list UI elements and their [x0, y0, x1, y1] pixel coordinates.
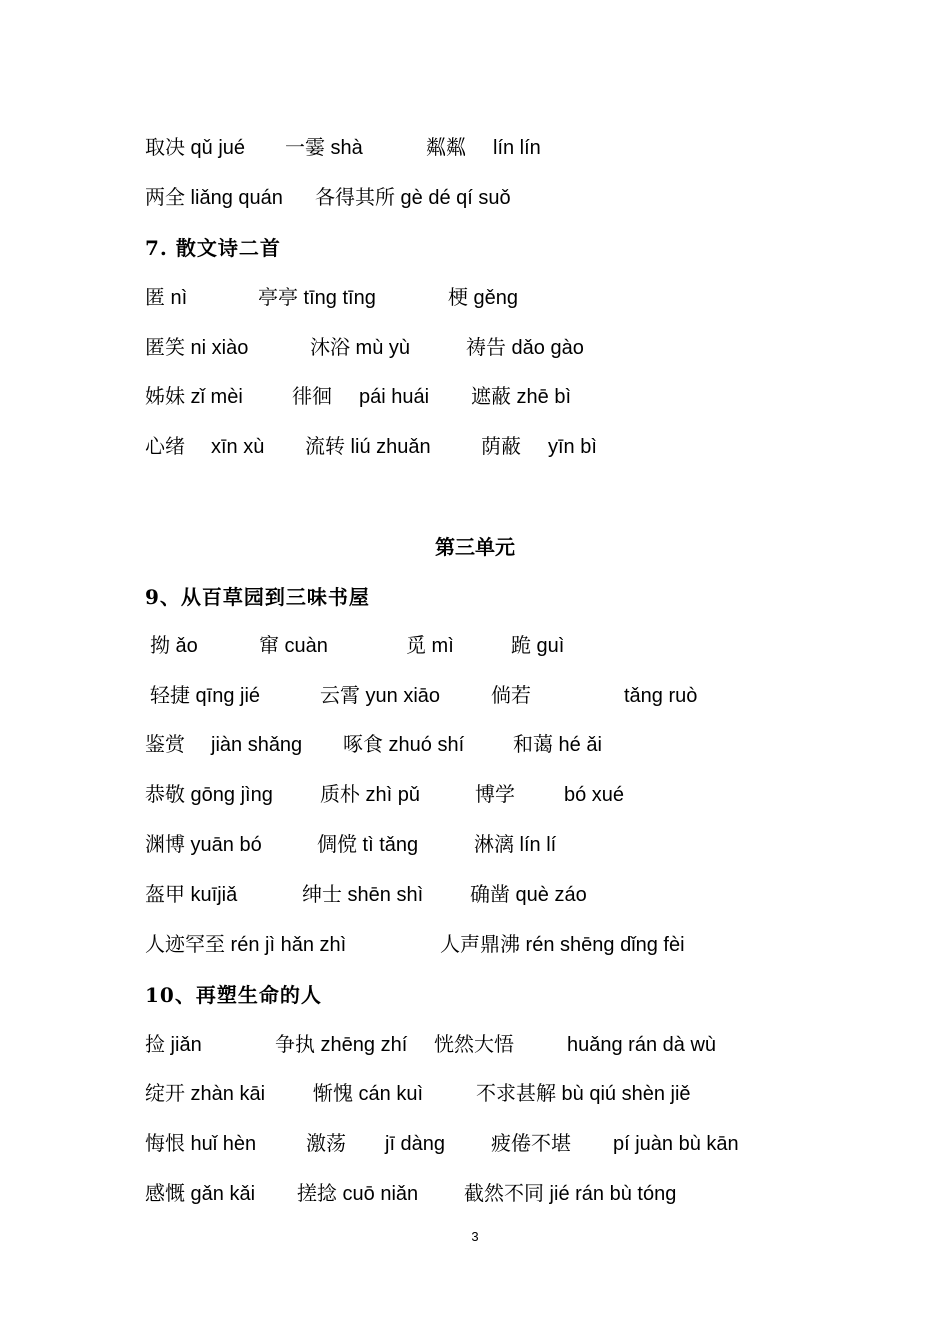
vocab-item: 捡 jiǎn [145, 1034, 202, 1056]
section-heading: 7. 散文诗二首 [145, 236, 281, 260]
vocab-item: xīn xù [211, 436, 265, 458]
vocab-line [0, 879, 950, 911]
vocab-item: 人迹罕至 rén jì hǎn zhì [145, 934, 347, 956]
vocab-line [0, 132, 950, 164]
vocab-item: 人声鼎沸 rén shēng dǐng fèi [440, 934, 685, 956]
vocab-item: 截然不同 jié rán bù tóng [464, 1183, 677, 1205]
vocab-item: 绅士 shēn shì [302, 884, 424, 906]
vocab-item: 惭愧 cán kuì [313, 1083, 424, 1105]
vocab-item: 取决 qǔ jué [145, 137, 246, 159]
vocab-item: 绽开 zhàn kāi [145, 1083, 266, 1105]
vocab-line [0, 182, 950, 214]
vocab-item: huǎng rán dà wù [567, 1034, 717, 1056]
vocab-item: 悔恨 huǐ hèn [145, 1133, 257, 1155]
vocab-item: jiàn shǎng [211, 734, 303, 756]
vocab-item: 倘若 [491, 685, 531, 707]
vocab-item: 恍然大悟 [434, 1034, 514, 1056]
vocab-item: 匿笑 ni xiào [145, 337, 249, 359]
vocab-item: 各得其所 gè dé qí suǒ [315, 187, 511, 209]
vocab-line [0, 282, 950, 314]
vocab-item: 轻捷 qīng jié [150, 685, 261, 707]
vocab-item: tǎng ruò [624, 685, 698, 707]
vocab-item: 粼粼 [426, 137, 466, 159]
vocab-item: 窜 cuàn [259, 635, 328, 657]
vocab-item: 确凿 què záo [470, 884, 587, 906]
vocab-item: 恭敬 gōng jìng [145, 784, 273, 806]
vocab-item: 云霄 yun xiāo [320, 685, 441, 707]
vocab-item: 匿 nì [145, 287, 188, 309]
vocab-item: 搓捻 cuō niǎn [297, 1183, 419, 1205]
vocab-line [0, 431, 950, 463]
vocab-item: 一霎 shà [285, 137, 363, 159]
vocab-item: 沐浴 mù yù [310, 337, 411, 359]
vocab-item: 心绪 [145, 436, 185, 458]
section-heading: 9、从百草园到三味书屋 [145, 585, 370, 609]
vocab-item: 质朴 zhì pǔ [320, 784, 421, 806]
vocab-line [0, 332, 950, 364]
vocab-line [0, 1128, 950, 1160]
vocab-item: 拗 ǎo [150, 635, 198, 657]
vocab-item: 梗 gěng [448, 287, 519, 309]
vocab-item: 不求甚解 bù qiú shèn jiě [476, 1083, 691, 1105]
vocab-line [0, 630, 950, 662]
vocab-item: 争执 zhēng zhí [275, 1034, 408, 1056]
vocab-item: 两全 liǎng quán [145, 187, 283, 209]
vocab-line [0, 929, 950, 961]
section-heading: 10、再塑生命的人 [145, 983, 322, 1007]
page-number: 3 [471, 1229, 479, 1244]
unit-title: 第三单元 [435, 537, 515, 559]
vocab-line [0, 1029, 950, 1061]
vocab-item: 和蔼 hé ǎi [513, 734, 602, 756]
vocab-item: 博学 [475, 784, 515, 806]
vocab-item: 啄食 zhuó shí [343, 734, 465, 756]
vocab-item: 盔甲 kuījiǎ [145, 884, 238, 906]
vocab-item: 徘徊 [292, 386, 332, 408]
vocab-line [0, 680, 950, 712]
vocab-item: 姊妹 zǐ mèi [145, 386, 243, 408]
vocab-line [0, 829, 950, 861]
vocab-item: pí juàn bù kān [613, 1133, 739, 1155]
vocab-line [0, 1178, 950, 1210]
vocab-item: lín lín [493, 137, 541, 159]
vocab-line [0, 729, 950, 761]
vocab-item: 渊博 yuān bó [145, 834, 262, 856]
vocab-line [0, 779, 950, 811]
vocab-line [0, 381, 950, 413]
vocab-item: 祷告 dǎo gào [466, 337, 584, 359]
vocab-item: pái huái [359, 386, 430, 408]
vocab-item: yīn bì [548, 436, 597, 458]
vocab-item: 疲倦不堪 [491, 1133, 571, 1155]
vocab-item: 跪 guì [511, 635, 565, 657]
vocab-item: 倜傥 tì tǎng [317, 834, 419, 856]
vocab-item: 感慨 gǎn kǎi [145, 1183, 256, 1205]
vocab-line [0, 1078, 950, 1110]
vocab-item: 遮蔽 zhē bì [471, 386, 572, 408]
vocab-item: 鉴赏 [145, 734, 185, 756]
vocab-item: 流转 liú zhuǎn [305, 436, 431, 458]
vocab-item: 觅 mì [406, 635, 454, 657]
vocab-item: 亭亭 tīng tīng [258, 287, 376, 309]
vocab-item: 激荡 [306, 1133, 346, 1155]
vocab-item: 荫蔽 [481, 436, 521, 458]
vocab-item: bó xué [564, 784, 625, 806]
vocab-item: 淋漓 lín lí [474, 834, 557, 856]
vocab-item: jī dàng [385, 1133, 446, 1155]
